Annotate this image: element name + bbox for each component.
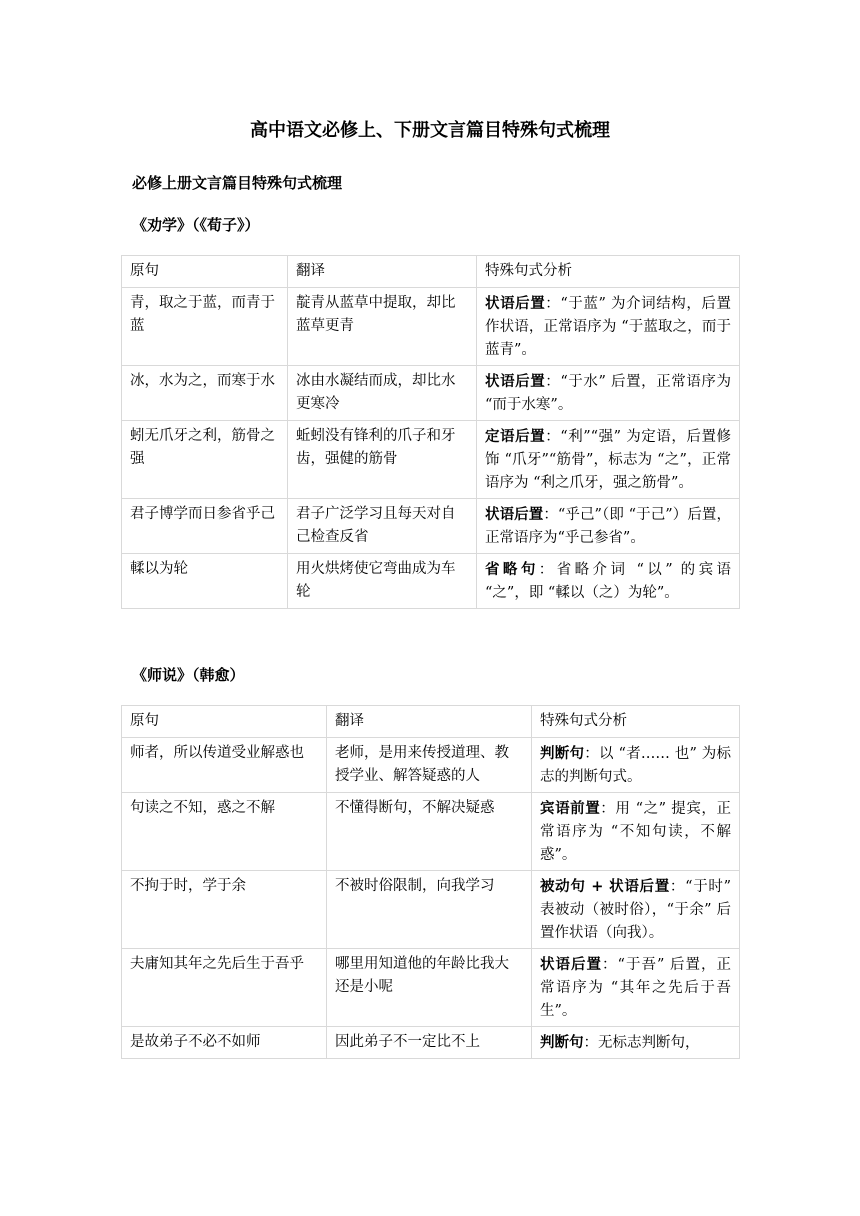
- header-original: 原句: [122, 706, 327, 738]
- header-translation: 翻译: [327, 706, 532, 738]
- analysis-text: ：“于吾” 后置，正常语序为 “其年之先后于吾生”。: [540, 957, 732, 1019]
- table-row: [122, 738, 740, 793]
- cell-translation: 冰由水凝结而成，却比水更寒冷: [288, 366, 477, 421]
- table-row: [122, 871, 740, 949]
- cell-translation: 因此弟子不一定比不上: [327, 1027, 532, 1059]
- cell-translation: 不懂得断句，不解决疑惑: [327, 793, 532, 871]
- cell-analysis: [477, 554, 740, 609]
- table-row: [122, 366, 740, 421]
- cell-analysis: [532, 793, 740, 871]
- sentence-type-label: 状语后置: [485, 373, 546, 390]
- table-row: [122, 499, 740, 554]
- section-heading-quanxue: 《劝学》（《荀子》）: [132, 216, 260, 234]
- table-quanxue: [121, 255, 740, 609]
- cell-original: 是故弟子不必不如师: [122, 1027, 327, 1059]
- header-analysis: 特殊句式分析: [477, 256, 740, 288]
- header-original: 原句: [122, 256, 288, 288]
- table-row: [122, 421, 740, 499]
- cell-analysis: [532, 738, 740, 793]
- analysis-text: ：用 “之” 提宾，正常语序为 “不知句读，不解惑”。: [540, 801, 732, 863]
- cell-translation: 君子广泛学习且每天对自己检查反省: [288, 499, 477, 554]
- table-row: [122, 1027, 740, 1059]
- sentence-type-label: 定语后置: [485, 428, 546, 445]
- section-heading-shishuo: 《师说》（韩愈）: [132, 666, 245, 684]
- cell-original: 夫庸知其年之先后生于吾乎: [122, 949, 327, 1027]
- table-header-row: [122, 706, 740, 738]
- cell-original: 君子博学而日参省乎己: [122, 499, 288, 554]
- document-title: 高中语文必修上、下册文言篇目特殊句式梳理: [250, 120, 610, 141]
- analysis-text: ：“于时” 表被动（被时俗），“于余” 后置作状语（向我）。: [540, 879, 731, 941]
- sentence-type-label: 判断句: [540, 1034, 584, 1051]
- header-translation: 翻译: [288, 256, 477, 288]
- analysis-text: ：以 “者…… 也” 为标志的判断句式。: [540, 746, 732, 785]
- analysis-text: ：无标志判断句，: [583, 1035, 700, 1051]
- cell-translation: 哪里用知道他的年龄比我大还是小呢: [327, 949, 532, 1027]
- cell-analysis: [477, 366, 740, 421]
- header-analysis: 特殊句式分析: [532, 706, 740, 738]
- cell-original: 冰，水为之，而寒于水: [122, 366, 288, 421]
- analysis-text: ：“利”“强” 为定语，后置修饰 “爪牙”“筋骨”，标志为 “之”，正常语序为 “利之爪牙，强之筋骨”。: [485, 429, 731, 491]
- sentence-type-label: 被动句 + 状语后置: [540, 878, 670, 895]
- cell-translation: 靛青从蓝草中提取，却比蓝草更青: [288, 288, 477, 366]
- section-subtitle: 必修上册文言篇目特殊句式梳理: [132, 174, 343, 192]
- sentence-type-label: 状语后置: [485, 506, 544, 523]
- cell-analysis: [532, 1027, 740, 1059]
- cell-analysis: [532, 871, 740, 949]
- analysis-text: ：省略介词 “以” 的宾语 “之”，即 “輮以（之）为轮”。: [485, 562, 732, 601]
- cell-original: 蚓无爪牙之利，筋骨之强: [122, 421, 288, 499]
- cell-original: 师者，所以传道受业解惑也: [122, 738, 327, 793]
- analysis-text: ：“于水” 后置，正常语序为 “而于水寒”。: [485, 374, 731, 413]
- cell-translation: 老师，是用来传授道理、教授学业、解答疑惑的人: [327, 738, 532, 793]
- cell-translation: 不被时俗限制，向我学习: [327, 871, 532, 949]
- analysis-text: ：“于蓝” 为介词结构，后置作状语，正常语序为 “于蓝取之，而于蓝青”。: [485, 296, 731, 358]
- cell-analysis: [532, 949, 740, 1027]
- sentence-type-label: 状语后置: [540, 956, 603, 973]
- table-header-row: [122, 256, 740, 288]
- cell-original: 不拘于时，学于余: [122, 871, 327, 949]
- cell-analysis: [477, 499, 740, 554]
- cell-translation: 用火烘烤使它弯曲成为车轮: [288, 554, 477, 609]
- cell-translation: 蚯蚓没有锋利的爪子和牙齿，强健的筋骨: [288, 421, 477, 499]
- table-shishuo: [121, 705, 740, 1059]
- analysis-text: ：“乎己”（即 “于己”）后置，正常语序为“乎己参省”。: [485, 507, 731, 546]
- sentence-type-label: 判断句: [540, 745, 585, 762]
- cell-analysis: [477, 421, 740, 499]
- cell-original: 句读之不知，惑之不解: [122, 793, 327, 871]
- table-row: [122, 793, 740, 871]
- table-row: [122, 288, 740, 366]
- cell-analysis: [477, 288, 740, 366]
- table-row: [122, 949, 740, 1027]
- cell-original: 青，取之于蓝，而青于蓝: [122, 288, 288, 366]
- sentence-type-label: 宾语前置: [540, 800, 601, 817]
- cell-original: 輮以为轮: [122, 554, 288, 609]
- table-row: [122, 554, 740, 609]
- sentence-type-label: 状语后置: [485, 295, 546, 312]
- sentence-type-label: 省略句: [485, 561, 539, 578]
